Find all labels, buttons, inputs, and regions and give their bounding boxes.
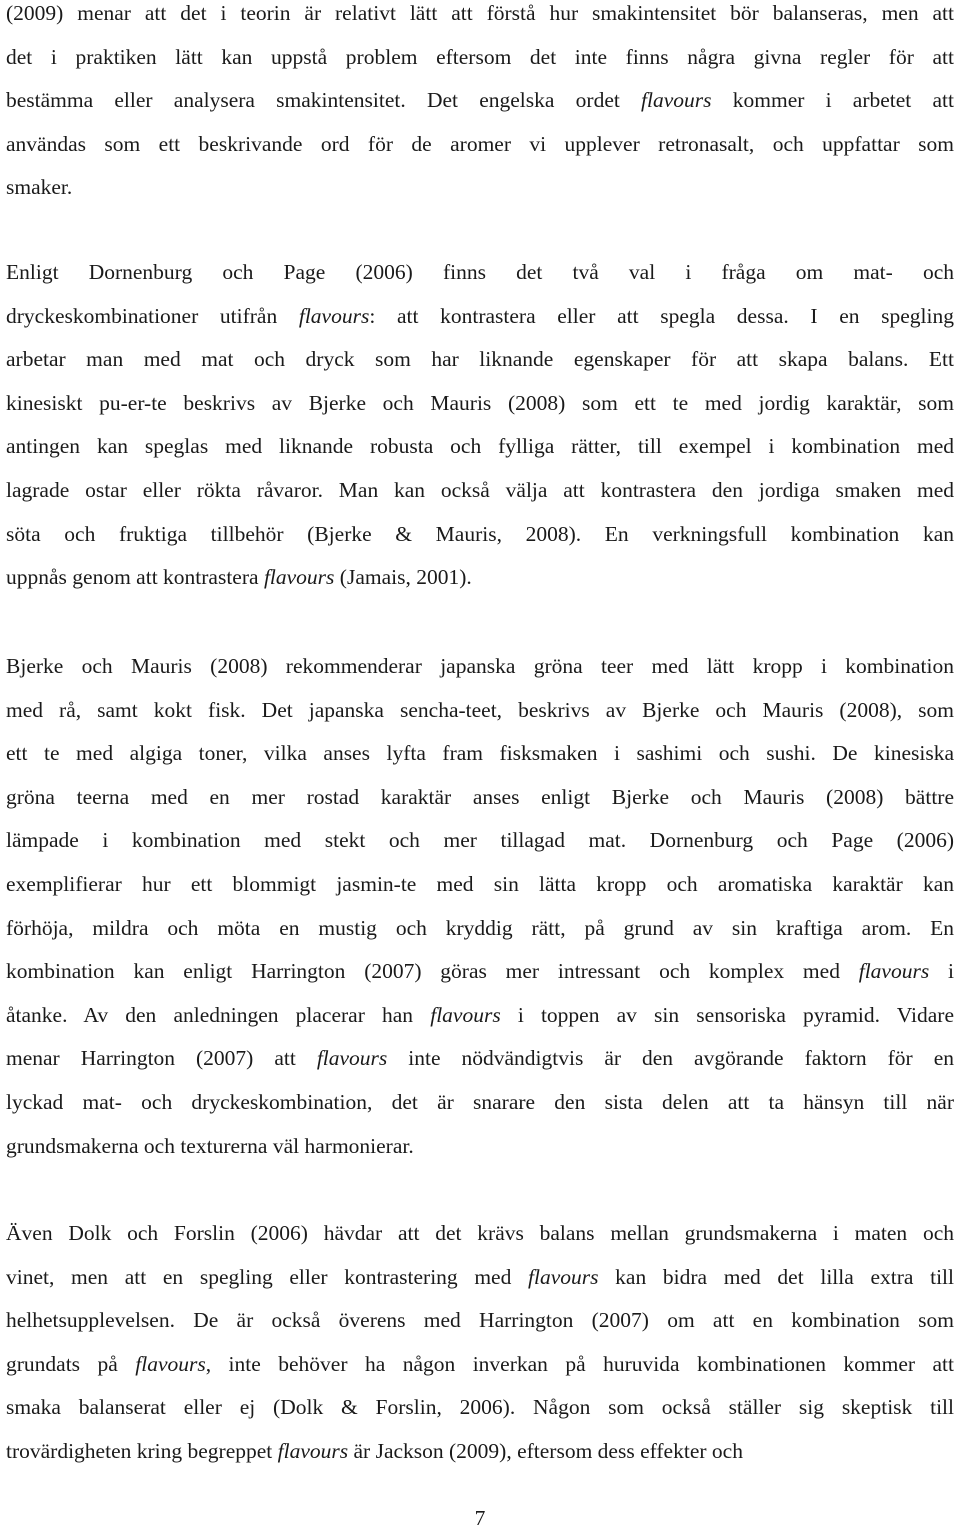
italic-term: flavours xyxy=(277,1438,349,1463)
text-run: lämpade i kombination med stekt och mer tillagad mat. Dornenburg och Page (2006) xyxy=(6,828,954,853)
text-run: i xyxy=(929,959,954,984)
text-line xyxy=(6,469,954,513)
text-run: (2009) menar att det i teorin är relativt lätt att förstå hur smakintensitet bör balanseras, men att xyxy=(6,1,954,25)
text-run: söta och fruktiga tillbehör (Bjerke & Mauris, 2008). En verkningsfull kombination kan xyxy=(6,521,954,546)
text-run: grundsmakerna och texturerna väl harmonierar. xyxy=(6,1133,414,1158)
text-line xyxy=(6,994,954,1038)
text-run: , inte behöver ha någon inverkan på huruvida kombinationen kommer att xyxy=(205,1351,955,1376)
text-run: inte nödvändigtvis är den avgörande faktorn för en xyxy=(387,1046,954,1071)
text-run: det i praktiken lätt kan uppstå problem eftersom det inte finns några givna regler för att xyxy=(6,44,954,69)
text-line xyxy=(6,1343,954,1387)
text-line xyxy=(6,645,954,689)
paragraph-1 xyxy=(6,0,954,210)
text-line xyxy=(6,425,954,469)
text-line xyxy=(6,1125,954,1169)
italic-term: flavours xyxy=(298,303,370,328)
text-run: kommer i arbetet att xyxy=(711,88,954,113)
text-line xyxy=(6,776,954,820)
text-line xyxy=(6,79,954,123)
text-run: grundats på xyxy=(6,1351,136,1376)
text-line xyxy=(6,732,954,776)
text-line xyxy=(6,1037,954,1081)
page-number: 7 xyxy=(474,1506,486,1530)
text-run: antingen kan speglas med liknande robusta och fylliga rätter, till exempel i kombination med xyxy=(6,434,954,459)
text-line xyxy=(6,251,954,295)
italic-term: flavours xyxy=(430,1002,501,1027)
italic-term: flavours xyxy=(858,959,930,984)
paragraph-4 xyxy=(6,1212,954,1474)
text-line xyxy=(6,1386,954,1430)
italic-term: flavours xyxy=(641,88,712,113)
text-line xyxy=(6,338,954,382)
text-run: gröna teerna med en mer rostad karaktär anses enligt Bjerke och Mauris (2008) bättre xyxy=(6,784,954,809)
text-line xyxy=(6,1256,954,1300)
text-run: lagrade ostar eller rökta råvaror. Man kan också välja att kontrastera den jordiga smaken med xyxy=(6,477,954,502)
text-run: : att kontrastera eller att spegla dessa. I en spegling xyxy=(369,303,954,328)
text-line xyxy=(6,863,954,907)
text-run: åtanke. Av den anledningen placerar han xyxy=(6,1002,431,1027)
text-run: dryckeskombinationer utifrån xyxy=(6,303,299,328)
text-run: kinesiskt pu-er-te beskrivs av Bjerke och Mauris (2008) som ett te med jordig karaktär, som xyxy=(6,390,954,415)
text-line xyxy=(6,1212,954,1256)
text-run: kombination kan enligt Harrington (2007) göras mer intressant och komplex med xyxy=(6,959,859,984)
text-line xyxy=(6,0,954,36)
text-run: smaker. xyxy=(6,175,73,200)
text-line xyxy=(6,907,954,951)
text-run: förhöja, mildra och möta en mustig och kryddig rätt, på grund av sin kraftiga arom. En xyxy=(6,915,954,940)
text-run: arbetar man med mat och dryck som har liknande egenskaper för att skapa balans. Ett xyxy=(6,347,954,372)
text-line xyxy=(6,295,954,339)
italic-term: flavours xyxy=(135,1351,206,1376)
text-line xyxy=(6,1299,954,1343)
text-run: bestämma eller analysera smakintensitet. Det engelska ordet xyxy=(6,88,642,113)
text-run: kan bidra med det lilla extra till xyxy=(598,1264,954,1289)
text-line xyxy=(6,1081,954,1125)
text-run: Enligt Dornenburg och Page (2006) finns det två val i fråga om mat- och xyxy=(6,260,954,284)
text-run: är Jackson (2009), eftersom dess effekter och xyxy=(348,1438,743,1463)
paragraph-3 xyxy=(6,645,954,1168)
text-run: uppnås genom att kontrastera xyxy=(6,565,264,590)
text-run: menar Harrington (2007) att xyxy=(6,1046,317,1071)
text-line xyxy=(6,123,954,167)
text-line xyxy=(6,382,954,426)
text-run: helhetsupplevelsen. De är också överens med Harrington (2007) om att en kombination som xyxy=(6,1308,954,1333)
paragraph-2 xyxy=(6,251,954,600)
italic-term: flavours xyxy=(528,1264,599,1289)
text-line xyxy=(6,513,954,557)
text-run: exemplifierar hur ett blommigt jasmin-te med sin lätta kropp och aromatiska karaktär kan xyxy=(6,871,954,896)
text-line xyxy=(6,36,954,80)
text-run: ett te med algiga toner, vilka anses lyfta fram fisksmaken i sashimi och sushi. De kinesiska xyxy=(6,741,954,766)
text-run: trovärdigheten kring begreppet xyxy=(6,1438,278,1463)
text-run: smaka balanserat eller ej (Dolk & Forslin, 2006). Någon som också ställer sig skeptisk till xyxy=(6,1395,954,1420)
text-line xyxy=(6,950,954,994)
italic-term: flavours xyxy=(263,565,335,590)
text-line xyxy=(6,819,954,863)
text-line xyxy=(6,556,954,600)
text-line xyxy=(6,689,954,733)
text-run: med rå, samt kokt fisk. Det japanska sencha-teet, beskrivs av Bjerke och Mauris (2008), som xyxy=(6,697,954,722)
text-run: Även Dolk och Forslin (2006) hävdar att det krävs balans mellan grundsmakerna i maten och xyxy=(6,1221,954,1245)
text-line xyxy=(6,1430,954,1474)
text-run: lyckad mat- och dryckeskombination, det är snarare den sista delen att ta hänsyn till när xyxy=(6,1089,954,1114)
italic-term: flavours xyxy=(316,1046,388,1071)
text-run: (Jamais, 2001). xyxy=(334,565,472,590)
text-run: användas som ett beskrivande ord för de aromer vi upplever retronasalt, och uppfattar som xyxy=(6,131,954,156)
text-line xyxy=(6,166,954,210)
text-run: Bjerke och Mauris (2008) rekommenderar japanska gröna teer med lätt kropp i kombination xyxy=(6,654,954,678)
text-run: vinet, men att en spegling eller kontrastering med xyxy=(6,1264,529,1289)
text-run: i toppen av sin sensoriska pyramid. Vidare xyxy=(500,1002,954,1027)
